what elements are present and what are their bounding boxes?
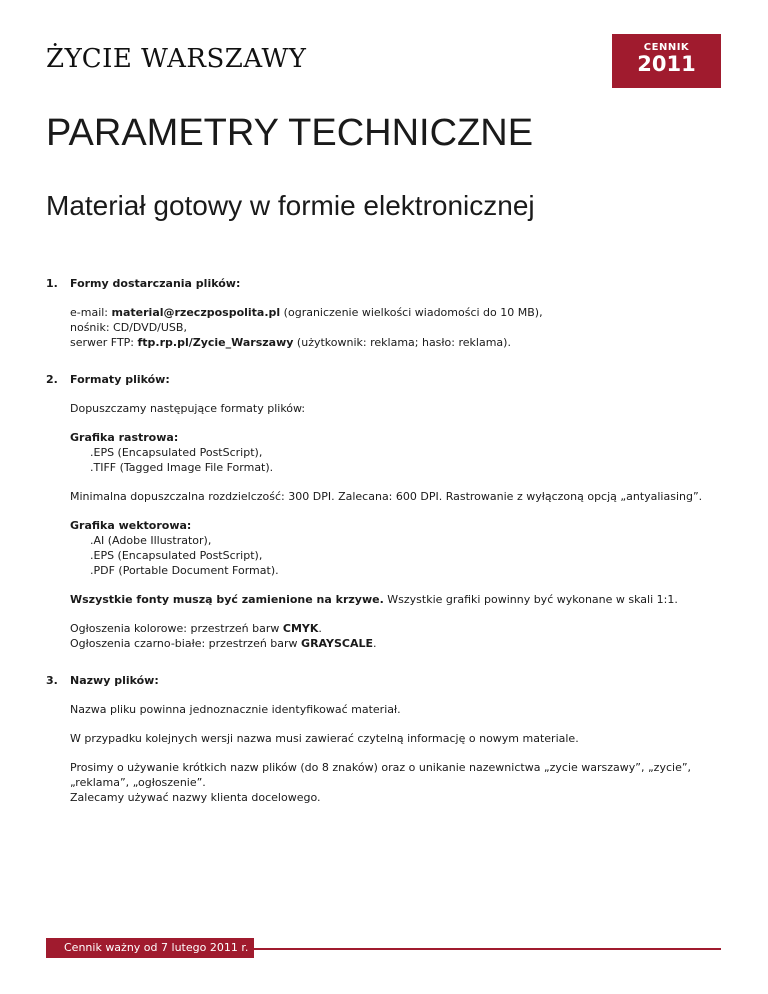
page-title: PARAMETRY TECHNICZNE <box>46 112 534 154</box>
formats-intro: Dopuszczamy następujące formaty plików: <box>70 402 306 415</box>
raster-item: .TIFF (Tagged Image File Format). <box>90 461 274 474</box>
logo: ŻYCIE WARSZAWY <box>46 44 307 74</box>
media-line: nośnik: CD/DVD/USB, <box>70 321 187 334</box>
fonts-note: Wszystkie fonty muszą być zamienione na krzywe. Wszystkie grafiki powinny być wykonane w skali 1:1. <box>70 593 678 606</box>
section-delivery <box>46 276 736 350</box>
ftp-link[interactable]: ftp.rp.pl/Zycie_Warszawy <box>137 336 294 349</box>
section-formats <box>46 372 736 651</box>
bw-line: Ogłoszenia czarno-białe: przestrzeń barw GRAYSCALE. <box>70 637 377 650</box>
vector-item: .PDF (Portable Document Format). <box>90 564 279 577</box>
email-line: e-mail: material@rzeczpospolita.pl (ograniczenie wielkości wiadomości do 10 MB), <box>70 306 543 319</box>
naming-rule: Prosimy o używanie krótkich nazw plików (do 8 znaków) oraz o unikanie nazewnictwa „zycie warszawy”, „zycie”, „reklama”, „ogłoszenie”. Zalecamy używać nazwy klienta docelowego. <box>70 761 692 804</box>
section-file-names <box>46 673 736 805</box>
badge-label: CENNIK <box>643 42 690 53</box>
vector-item: .EPS (Encapsulated PostScript), <box>90 549 263 562</box>
badge-year: 2011 <box>637 52 696 76</box>
ftp-line: serwer FTP: ftp.rp.pl/Zycie_Warszawy (użytkownik: reklama; hasło: reklama). <box>70 336 511 349</box>
naming-rule: Nazwa pliku powinna jednoznacznie identyfikować materiał. <box>70 703 401 716</box>
content <box>46 276 736 827</box>
section-title: Formaty plików: <box>70 373 170 386</box>
page-subtitle: Materiał gotowy w formie elektronicznej <box>46 190 535 221</box>
color-notes <box>70 621 736 651</box>
price-list-badge <box>612 34 721 88</box>
raster-title: Grafika rastrowa: <box>70 431 179 444</box>
naming-rule: W przypadku kolejnych wersji nazwa musi zawierać czytelną informację o nowym materiale. <box>70 732 579 745</box>
section-number: 1. <box>46 277 58 290</box>
email-link[interactable]: material@rzeczpospolita.pl <box>111 306 281 319</box>
color-line: Ogłoszenia kolorowe: przestrzeń barw CMYK. <box>70 622 322 635</box>
section-title: Formy dostarczania plików: <box>70 277 241 290</box>
raster-block <box>70 430 736 475</box>
vector-item: .AI (Adobe Illustrator), <box>90 534 212 547</box>
section-number: 3. <box>46 674 58 687</box>
section-number: 2. <box>46 373 58 386</box>
vector-block <box>70 518 736 578</box>
vector-title: Grafika wektorowa: <box>70 519 192 532</box>
delivery-list <box>70 305 736 350</box>
footer-validity: Cennik ważny od 7 lutego 2011 r. <box>46 938 254 958</box>
section-title: Nazwy plików: <box>70 674 159 687</box>
raster-item: .EPS (Encapsulated PostScript), <box>90 446 263 459</box>
resolution-note: Minimalna dopuszczalna rozdzielczość: 300 DPI. Zalecana: 600 DPI. Rastrowanie z wyłączoną opcją „antyaliasing”. <box>70 490 703 503</box>
